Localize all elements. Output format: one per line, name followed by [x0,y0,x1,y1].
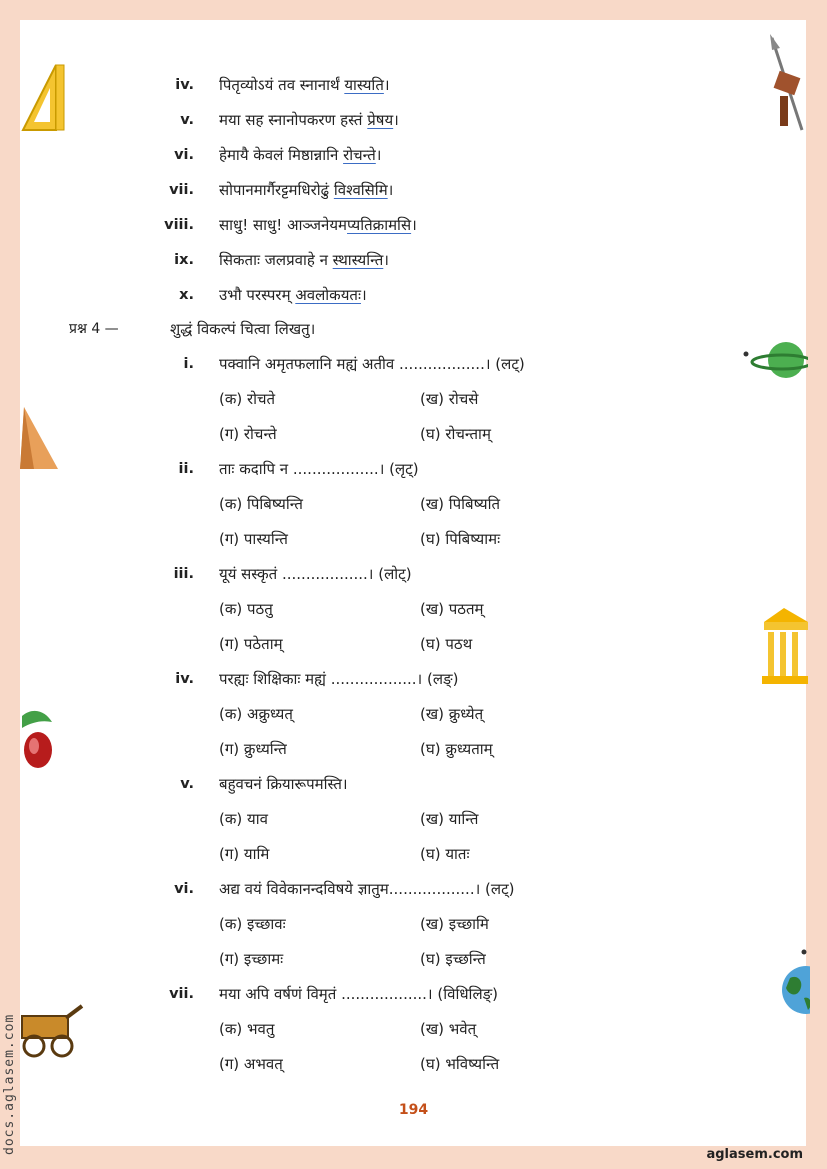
item-number: vii. [169,182,194,198]
option-d: (घ) क्रुध्यताम् [420,740,493,758]
spear-warrior-icon [766,34,808,134]
sentence: उभौ परस्परम् अवलोकयतः। [219,286,367,304]
option-b: (ख) पठतम् [420,600,484,618]
sentence: सिकताः जलप्रवाहे न स्थास्यन्ति। [219,251,389,269]
option-c: (ग) इच्छामः [219,950,284,968]
item-number: x. [179,287,194,303]
option-b: (ख) क्रुध्येत् [420,705,484,723]
underlined-word: यास्यति [344,76,384,94]
underlined-word: प्यतिक्रामसि [347,216,412,234]
item-number: iv. [175,77,194,93]
underlined-word: प्रेषय [367,111,394,129]
underlined-word: विश्वसिमि [333,181,388,199]
option-a: (क) अक्रुध्यत् [219,705,293,723]
question-label: प्रश्न 4 — [69,321,119,337]
option-c: (ग) पास्यन्ति [219,530,288,548]
sentence: पितृव्योऽयं तव स्नानार्थं यास्यति। [219,76,390,94]
option-a: (क) इच्छावः [219,915,286,933]
item-text: परह्यः शिक्षिकाः मह्यं ..................। (लङ्) [219,670,459,688]
ruler-triangle-icon [18,60,68,135]
option-c: (ग) क्रुध्यन्ति [219,740,287,758]
option-b: (ख) इच्छामि [420,915,489,933]
option-b: (ख) रोचसे [420,390,479,408]
item-number: ix. [174,252,194,268]
option-a: (क) भवतु [219,1020,275,1038]
item-number: ii. [178,461,194,477]
option-a: (क) याव [219,810,268,828]
item-number: iv. [175,671,194,687]
option-a: (क) पिबिष्यन्ति [219,495,303,513]
option-b: (ख) पिबिष्यति [420,495,501,513]
question-instruction: शुद्धं विकल्पं चित्वा लिखतु। [170,320,316,338]
option-d: (घ) पिबिष्यामः [420,530,501,548]
option-d: (घ) इच्छन्ति [420,950,486,968]
item-number: vii. [169,986,194,1002]
sentence: मया सह स्नानोपकरण हस्तं प्रेषय। [219,111,399,129]
fruit-icon [20,706,56,776]
option-d: (घ) पठथ [420,635,473,653]
option-d: (घ) भविष्यन्ति [420,1055,500,1073]
cannon-cart-icon [18,1002,84,1058]
item-number: viii. [164,217,194,233]
side-watermark: docs.aglasem.com [2,1013,17,1155]
globe-icon [776,948,810,1020]
item-text: बहुवचनं क्रियारूपमस्ति। [219,775,348,793]
option-d: (घ) यातः [420,845,470,863]
underlined-word: स्थास्यन्ति [332,251,384,269]
item-text: यूयं सस्कृतं ..................। (लोट्) [219,565,412,583]
sentence: सोपानमार्गैरट्टमधिरोढुं विश्वसिमि। [219,181,394,199]
item-text: पक्वानि अमृतफलानि मह्यं अतीव ..................। (लट्) [219,355,525,373]
item-number: i. [183,356,194,372]
underlined-word: अवलोकयतः [295,286,361,304]
footer-brand[interactable]: aglasem.com [706,1147,803,1162]
item-number: vi. [174,881,194,897]
option-a: (क) रोचते [219,390,276,408]
option-b: (ख) यान्ति [420,810,479,828]
option-c: (ग) रोचन्ते [219,425,277,443]
option-c: (ग) पठेताम् [219,635,283,653]
item-number: v. [180,776,194,792]
item-text: मया अपि वर्षणं विमृतं ..................। (विधिलिङ्) [219,985,499,1003]
item-number: v. [180,112,194,128]
sentence: हेमायै केवलं मिष्ठान्नानि रोचन्ते। [219,146,382,164]
option-d: (घ) रोचन्ताम् [420,425,491,443]
item-number: vi. [174,147,194,163]
sentence: साधु! साधु! आञ्जनेयमप्यतिक्रामसि। [219,216,417,234]
item-number: iii. [173,566,194,582]
underlined-word: रोचन्ते [343,146,376,164]
planet-icon [742,336,808,386]
temple-icon [760,606,808,686]
option-a: (क) पठतु [219,600,273,618]
page-number: 194 [398,1102,429,1118]
item-text: अद्य वयं विवेकानन्दविषये ज्ञातुम..................। (लट्) [219,880,515,898]
option-c: (ग) यामि [219,845,270,863]
option-c: (ग) अभवत् [219,1055,283,1073]
option-b: (ख) भवेत् [420,1020,477,1038]
item-text: ताः कदापि न ..................। (लृट्) [219,460,419,478]
pyramid-icon [20,405,60,471]
